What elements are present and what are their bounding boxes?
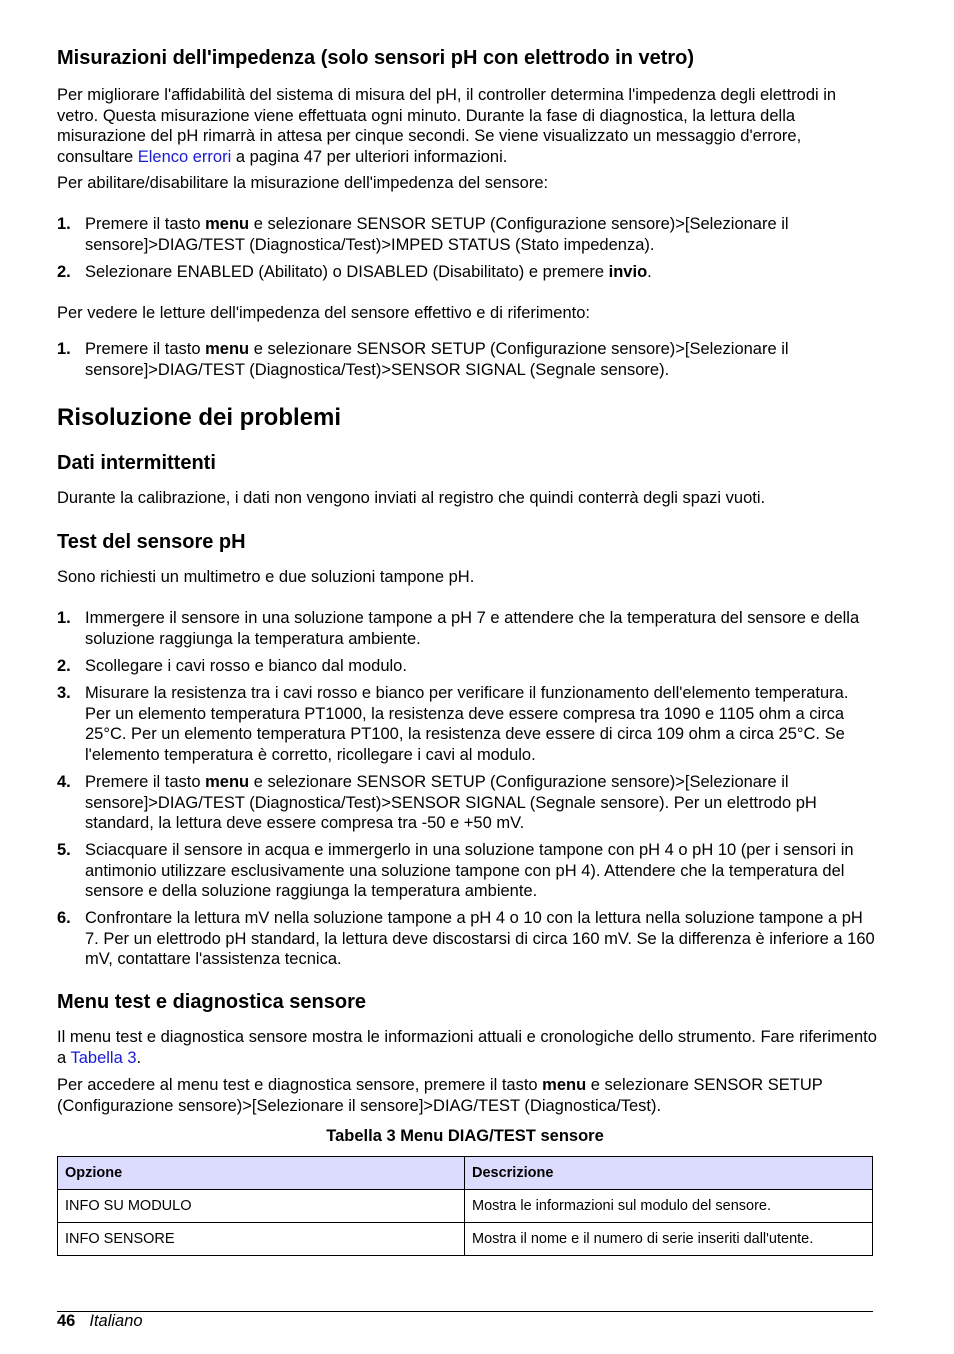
step-text-end: e selezionare SENSOR SETUP (Configurazione sensore)>[Selezionare il sensore]>DIAG/TEST (Diagnostica/Test)>SENSOR SIGNAL (Segnale sensore).: [85, 340, 789, 379]
step-text: Premere il tasto: [85, 773, 206, 791]
elenco-errori-link[interactable]: Elenco errori: [137, 147, 232, 166]
table-row: [58, 1190, 873, 1223]
step-number: 3.: [57, 684, 71, 702]
step-text-end: e selezionare SENSOR SETUP (Configurazione sensore)>[Selezionare il sensore]>DIAG/TEST (Diagnostica/Test)>SENSOR SIGNAL (Segnale sensore). Per un elettrodo pH standard, la lettura deve essere compresa tra -50 e +50 mV.: [85, 773, 817, 832]
step-number: 4.: [57, 773, 71, 791]
impedance-intro-text-end: a pagina 47 per ulteriori informazioni.: [231, 147, 508, 166]
option-cell: INFO SU MODULO: [58, 1190, 465, 1223]
step-number: 2.: [57, 263, 71, 281]
table-row: [58, 1223, 873, 1256]
step-text: Selezionare ENABLED (Abilitato) o DISABLED (Disabilitato) e premere: [85, 263, 609, 281]
impedance-view-text: Per vedere le letture dell'impedenza del sensore effettivo e di riferimento:: [57, 304, 590, 322]
troubleshooting-heading: Risoluzione dei problemi: [57, 404, 342, 431]
ph-test-text: Sono richiesti un multimetro e due soluzioni tampone pH.: [57, 568, 475, 586]
page-footer: [57, 1312, 143, 1331]
intermittent-heading: Dati intermittenti: [57, 452, 216, 474]
step-number: 2.: [57, 657, 71, 675]
step-text: Sciacquare il sensore in acqua e immergerlo in una soluzione tampone con pH 4 o pH 10 (per i sensori in antimonio utilizzare esclusivamente una soluzione tampone con pH 4). Attendere che la temperatura del sensore e della soluzione raggiunga la temperatura ambiente.: [85, 841, 854, 900]
menu-key: menu: [542, 1076, 587, 1094]
impedance-intro: [57, 85, 877, 167]
list-item: [57, 214, 875, 255]
diag-menu-text-1: [57, 1027, 877, 1068]
step-key: invio: [608, 263, 648, 281]
description-cell: Mostra il nome e il numero di serie inseriti dall'utente.: [465, 1223, 873, 1256]
intermittent-text: Durante la calibrazione, i dati non vengono inviati al registro che quindi conterrà degli spazi vuoti.: [57, 489, 766, 507]
description-cell: Mostra le informazioni sul modulo del sensore.: [465, 1190, 873, 1223]
list-item: [57, 608, 875, 649]
step-text-end: .: [647, 263, 652, 281]
footer-language: Italiano: [89, 1312, 143, 1330]
diag-menu-text-2-start: Per accedere al menu test e diagnostica sensore, premere il tasto: [57, 1076, 543, 1094]
step-text: Immergere il sensore in una soluzione tampone a pH 7 e attendere che la temperatura del sensore e della soluzione raggiunga la temperatura ambiente.: [85, 609, 860, 648]
list-item: [57, 683, 875, 765]
diag-test-table: [57, 1156, 873, 1256]
list-item: [57, 772, 875, 834]
step-key: menu: [205, 340, 250, 358]
impedance-heading: Misurazioni dell'impedenza (solo sensori pH con elettrodo in vetro): [57, 47, 695, 69]
diag-menu-text-1-start: Il menu test e diagnostica sensore mostra le informazioni attuali e cronologiche dello strumento. Fare riferimento a: [57, 1028, 877, 1067]
step-key: menu: [205, 773, 250, 791]
step-text: Misurare la resistenza tra i cavi rosso e bianco per verificare il funzionamento dell'elemento temperatura. Per un elemento temperatura PT1000, la resistenza deve essere compresa tra 1090 e 1105 ohm a circa 25°C. Per un elemento temperatura PT100, la resistenza deve essere di circa 109 ohm a circa 25°C. Se l'elemento temperatura è corretto, ricollegare i cavi al modulo.: [85, 684, 849, 764]
list-item: [57, 908, 875, 970]
option-cell: INFO SENSORE: [58, 1223, 465, 1256]
impedance-enable-text: Per abilitare/disabilitare la misurazione dell'impedenza del sensore:: [57, 174, 549, 192]
list-item: [57, 840, 875, 902]
table-caption: Tabella 3 Menu DIAG/TEST sensore: [326, 1127, 604, 1145]
step-text: Confrontare la lettura mV nella soluzione tampone a pH 4 o 10 con la lettura nella soluzione tampone a pH 7. Per un elettrodo pH standard, la lettura deve discostarsi di circa 160 mV. Se la differenza è inferiore a 160 mV, contattare l'assistenza tecnica.: [85, 909, 875, 968]
step-number: 5.: [57, 841, 71, 859]
footer-divider: [57, 1311, 873, 1312]
list-item: [57, 339, 875, 380]
step-number: 1.: [57, 340, 71, 358]
tabella-3-link[interactable]: Tabella 3: [70, 1048, 137, 1067]
diag-menu-heading: Menu test e diagnostica sensore: [57, 991, 366, 1013]
step-text: Premere il tasto: [85, 215, 206, 233]
step-text-end: e selezionare SENSOR SETUP (Configurazione sensore)>[Selezionare il sensore]>DIAG/TEST (Diagnostica/Test)>IMPED STATUS (Stato impedenza).: [85, 215, 789, 254]
page-number: 46: [57, 1312, 76, 1330]
header-description: Descrizione: [465, 1157, 873, 1190]
step-number: 1.: [57, 609, 71, 627]
step-text: Scollegare i cavi rosso e bianco dal modulo.: [85, 657, 407, 675]
impedance-intro-text: Per migliorare l'affidabilità del sistema di misura del pH, il controller determina l'impedenza degli elettrodi in vetro. Questa misurazione viene effettuata ogni minuto. Durante la fase di diagnostica, la lettura della misurazione del pH rimarrà in attesa per cinque secondi. Se viene visualizzato un messaggio d'errore, consultare: [57, 86, 837, 166]
diag-menu-text-1-end: .: [136, 1048, 142, 1067]
step-text: Premere il tasto: [85, 340, 206, 358]
step-number: 1.: [57, 215, 71, 233]
step-key: menu: [205, 215, 250, 233]
list-item: [57, 262, 875, 283]
diag-menu-text-2: [57, 1075, 877, 1116]
diag-menu-text-2-end: e selezionare SENSOR SETUP (Configurazione sensore)>[Selezionare il sensore]>DIAG/TEST (Diagnostica/Test).: [57, 1076, 823, 1115]
header-option: Opzione: [58, 1157, 465, 1190]
step-number: 6.: [57, 909, 71, 927]
table-header-row: [58, 1157, 873, 1190]
ph-test-heading: Test del sensore pH: [57, 531, 246, 553]
list-item: [57, 656, 875, 677]
